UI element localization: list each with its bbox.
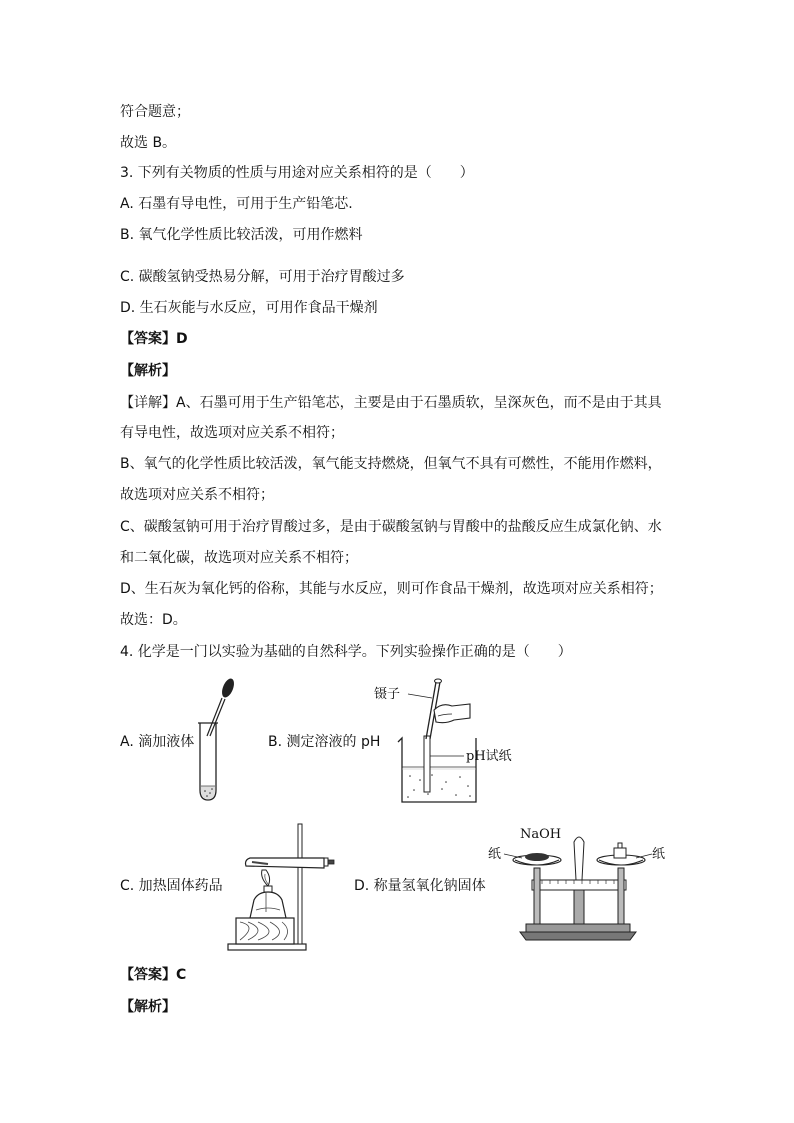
ph-measurement-drawing	[372, 676, 532, 806]
question-3-option-b: B. 氧气化学性质比较活泼，可用作燃料	[120, 227, 363, 243]
option-d-label: D. 称量氢氧化钠固体	[354, 878, 486, 894]
balance-drawing	[490, 828, 670, 948]
question-3-stem: 3. 下列有关物质的性质与用途对应关系相符的是（ ）	[120, 165, 474, 181]
question-3-analysis-heading: 【解析】	[120, 363, 176, 379]
ph-paper-label: pH试纸	[466, 749, 512, 764]
text-line: 符合题意；	[120, 104, 190, 120]
question-3-detail: D、生石灰为氧化钙的俗称，其能与水反应，则可作食品干燥剂，故选项对应关系相符；	[120, 581, 663, 597]
question-3-detail: 【详解】A、石墨可用于生产铅笔芯，主要是由于石墨质软，呈深灰色，而不是由于其具	[120, 395, 662, 411]
question-3-option-c: C. 碳酸氢钠受热易分解，可用于治疗胃酸过多	[120, 269, 405, 285]
naoh-label: NaOH	[520, 827, 562, 842]
question-3-option-d: D. 生石灰能与水反应，可用作食品干燥剂	[120, 300, 378, 316]
option-b-label: B. 测定溶液的 pH	[268, 734, 381, 750]
question-4-stem: 4. 化学是一门以实验为基础的自然科学。下列实验操作正确的是（ ）	[120, 644, 572, 660]
question-3-detail: B、氧气的化学性质比较活泼，氧气能支持燃烧，但氧气不具有可燃性，不能用作燃料，	[120, 456, 662, 472]
figure-heating-solid	[228, 822, 358, 952]
question-4-analysis-heading: 【解析】	[120, 999, 176, 1015]
question-3-answer: 【答案】D	[120, 331, 188, 347]
question-3-option-a: A. 石墨有导电性，可用于生产铅笔芯.	[120, 196, 353, 212]
figure-balance	[490, 828, 670, 948]
question-4-answer: 【答案】C	[120, 967, 187, 983]
figure-dropper-test-tube	[190, 678, 240, 803]
paper-left-label: 纸	[488, 847, 502, 862]
figure-ph-measurement	[372, 676, 532, 806]
question-3-detail: 有导电性，故选项对应关系不相符；	[120, 425, 344, 441]
question-3-detail: 故选项对应关系不相符；	[120, 487, 274, 503]
text-line: 故选 B。	[120, 135, 177, 151]
question-3-detail: 和二氧化碳，故选项对应关系不相符；	[120, 550, 358, 566]
question-3-detail: C、碳酸氢钠可用于治疗胃酸过多，是由于碳酸氢钠与胃酸中的盐酸反应生成氯化钠、水	[120, 519, 662, 535]
tweezers-label: 镊子	[374, 687, 401, 702]
dropper-test-tube-drawing	[190, 678, 240, 803]
question-3-detail: 故选：D。	[120, 612, 187, 628]
heating-solid-drawing	[228, 822, 358, 952]
option-a-label: A. 滴加液体	[120, 734, 195, 750]
option-c-label: C. 加热固体药品	[120, 878, 223, 894]
paper-right-label: 纸	[652, 847, 666, 862]
